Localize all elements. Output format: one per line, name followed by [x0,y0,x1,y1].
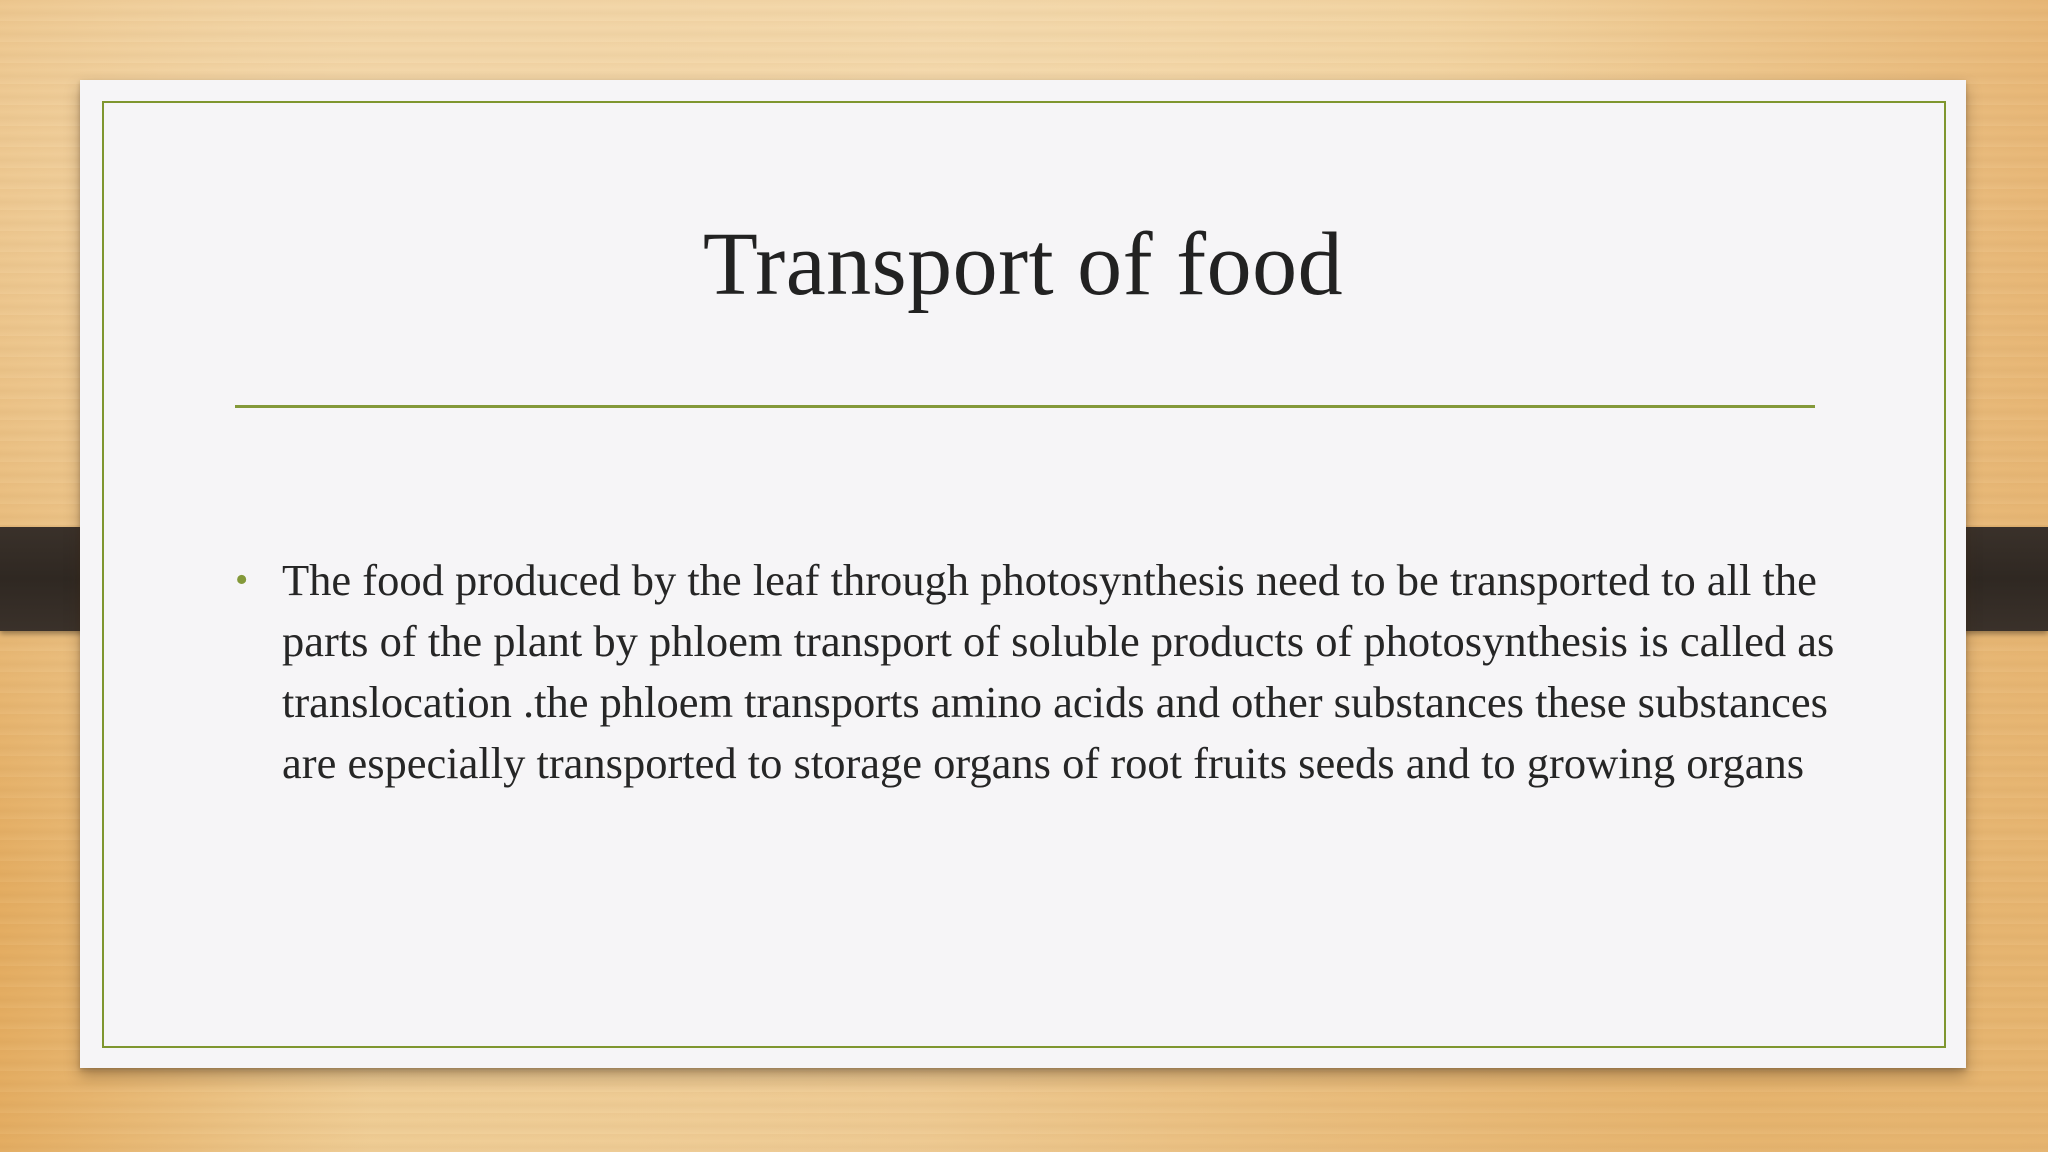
bullet-list [235,550,1875,794]
slide [80,80,1966,1068]
slide-title: Transport of food [702,215,1344,314]
bullet-text: The food produced by the leaf through photosynthesis need to be transported to all the parts of the plant by phloem transport of soluble products of photosynthesis is called as translocation .the phloem transports amino acids and other substances these substances are especially transported to storage organs of root fruits seeds and to growing organs [282,555,1835,788]
title-divider [235,405,1815,408]
bullet-marker: • [235,559,249,601]
bullet-item [235,550,1875,794]
